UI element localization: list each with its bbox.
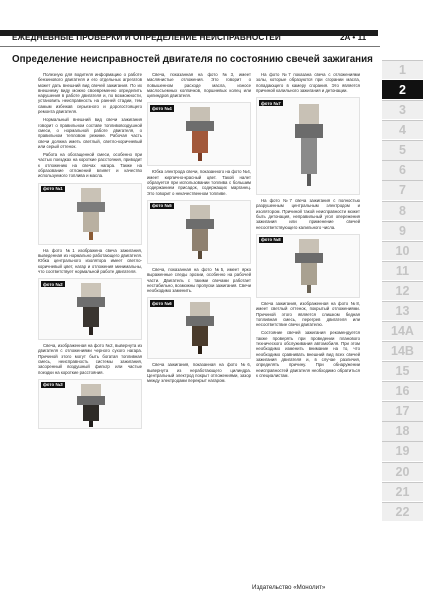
paragraph: Полезную для водителя информацию о работе бензинового двигателя и его отдельных агрегатов может дать внешний вид свечей зажигания. По их внешнему виду можно своевременно определить нарушения в работе двигателя и, по возможности, установить неисправность на ранней стадии, тем самым избежав серьезного и дорогостоящего ремонта двигателя. bbox=[38, 72, 142, 115]
photo-caption: Юбка электрода свечи, показанного на фото №4, имеет кирпично-красный цвет. Такой налет образуется при использовании топлива с большим содержанием присадок, содержащих марганец. Это говорит о некачественном топливе. bbox=[147, 169, 251, 196]
spark-plug-photo-7 bbox=[256, 97, 360, 195]
photo-label: фото №6 bbox=[152, 300, 172, 306]
chapter-tab[interactable]: 9 bbox=[382, 221, 423, 240]
chapter-tab[interactable]: 17 bbox=[382, 401, 423, 420]
publisher-footer: Издательство «Монолит» bbox=[252, 584, 326, 591]
chapter-tab[interactable]: 22 bbox=[382, 502, 423, 521]
photo-caption: Свеча зажигания, показанная на фото №6, вывернута из неработающего цилиндра. Центральный электрод покрыт отложениями, зазор между электродами перекрыт нагаром. bbox=[147, 362, 251, 384]
chapter-tab[interactable]: 7 bbox=[382, 180, 423, 199]
paragraph: Работа на обогащенной смеси, особенно при частых поездках на короткие расстояния, приводит к отложению на свечах нагара. Также на образование отложений влияет и качество используемого топлива и масла. bbox=[38, 152, 142, 179]
spark-plug-image bbox=[148, 298, 252, 358]
spark-plug-photo-1 bbox=[38, 183, 142, 245]
spark-plug-photo-3 bbox=[38, 379, 142, 429]
section-title: Определение неисправностей двигателя по состоянию свечей зажигания bbox=[12, 54, 373, 65]
chapter-tab[interactable]: 4 bbox=[382, 120, 423, 139]
photo-caption: Свеча, показанная на фото №5, имеет ярко выраженные следы эрозии, особенно на рабочей части. Двигатель с такими свечами работает нестабильно, возможны пропуски зажигания. Свечи необходимо заменить. bbox=[147, 266, 251, 294]
text-column-3 bbox=[256, 72, 360, 381]
chapter-tab[interactable]: 12 bbox=[382, 281, 423, 300]
spark-plug-photo-4 bbox=[147, 102, 251, 166]
chapter-tab[interactable]: 14A bbox=[382, 321, 423, 340]
chapter-tabs bbox=[382, 60, 423, 522]
text-column-2 bbox=[147, 72, 251, 387]
photo-label: фото №3 bbox=[43, 382, 63, 388]
chapter-tab[interactable]: 18 bbox=[382, 421, 423, 440]
spark-plug-photo-5 bbox=[147, 200, 251, 264]
photo-label: фото №7 bbox=[261, 100, 281, 106]
paragraph: Нормальный внешний вид свечи зажигания говорит о правильном составе топливовоздушной смеси, о нормальной работе двигателя, о правильном тепловом режиме. Рабочая часть свечи должна иметь светлый, светло-коричневый или серый оттенок. bbox=[38, 117, 142, 149]
chapter-tab[interactable]: 10 bbox=[382, 241, 423, 260]
spark-plug-image bbox=[39, 184, 143, 244]
chapter-tab[interactable]: 6 bbox=[382, 160, 423, 179]
chapter-tab[interactable]: 14B bbox=[382, 341, 423, 360]
chapter-tab[interactable]: 16 bbox=[382, 381, 423, 400]
spark-plug-image bbox=[257, 235, 361, 297]
spark-plug-photo-8 bbox=[256, 234, 360, 298]
page-header bbox=[0, 0, 423, 42]
photo-caption: Свеча зажигания, изображенная на фото №8, имеет светлый оттенок, покрытый отложениями. Причиной этого является слишком бедная топливная смесь, перегрев двигателя или несоответствие свечи двигателю. bbox=[256, 300, 360, 328]
spark-plug-image bbox=[257, 98, 361, 194]
paragraph: На фото №7 показана свеча с отложениями золы, которые образуются при сгорании масла, попадающего в камеру сгорания. Это является причиной калильного зажигания и детонации. bbox=[256, 72, 360, 93]
spark-plug-photo-2 bbox=[38, 278, 142, 340]
chapter-tab[interactable]: 5 bbox=[382, 140, 423, 159]
chapter-tab[interactable]: 21 bbox=[382, 482, 423, 501]
paragraph: Состояние свечей зажигания рекомендуется также проверять при проведении планового технического обслуживания автомобиля. При этом необходимо изменить внимание на то, что необходимо сравнивать внешний вид всех свечей зажигания двигателя и, в случае различия, определять причину. При обнаружении неисправностей двигателя необходимо обратиться к специалистам. bbox=[256, 330, 360, 378]
header-title: ЕЖЕДНЕВНЫЕ ПРОВЕРКИ И ОПРЕДЕЛЕНИЕ НЕИСПРАВНОСТЕЙ bbox=[12, 33, 281, 42]
spark-plug-photo-6 bbox=[147, 297, 251, 359]
paragraph: Свеча, показанная на фото №3, имеет маслянистые отложения. Это говорит о повышенном расходе масла, износе маслосъемных колпачков, поршневых колец или цилиндров двигателя. bbox=[147, 72, 251, 99]
chapter-tab[interactable]: 3 bbox=[382, 100, 423, 119]
chapter-tab[interactable]: 11 bbox=[382, 261, 423, 280]
photo-caption: На фото №7 свеча зажигания с полностью разрушенным центральным электродом и изолятором. Причиной такой неисправности может быть детонация, неправильный угол опережения зажигания или применение свечей несоответствующего калильного числа. bbox=[256, 198, 360, 230]
chapter-tab[interactable]: 20 bbox=[382, 462, 423, 481]
text-column-1 bbox=[38, 72, 142, 432]
page-number: 2A • 11 bbox=[340, 33, 367, 42]
chapter-tab[interactable]: 19 bbox=[382, 441, 423, 460]
photo-label: фото №1 bbox=[43, 186, 63, 192]
chapter-tab[interactable]: 8 bbox=[382, 201, 423, 220]
photo-label: фото №2 bbox=[43, 281, 63, 287]
chapter-tab-active[interactable]: 2 bbox=[382, 80, 423, 99]
chapter-tab[interactable]: 1 bbox=[382, 60, 423, 79]
chapter-tab[interactable]: 13 bbox=[382, 301, 423, 320]
photo-label: фото №8 bbox=[261, 237, 281, 243]
spark-plug-image bbox=[148, 201, 252, 263]
header-divider bbox=[0, 46, 380, 47]
chapter-tab[interactable]: 15 bbox=[382, 361, 423, 380]
photo-label: фото №5 bbox=[152, 203, 172, 209]
photo-caption: Свеча, изображенная на фото №2, вывернута из двигателя с отложениями черного сухого нагара. Причиной этого могут быть богатая топливная смесь, неисправность системы зажигания, засоренный воздушный фильтр или частые поездки на короткие расстояния. bbox=[38, 343, 142, 375]
photo-caption: На фото №1 изображена свеча зажигания, выведенная из нормально работающего двигателя. Юбка центрального изолятора имеет светло-коричневый цвет, нагар и отложения минимальны, что соответствует нормальной работе двигателя. bbox=[38, 247, 142, 274]
spark-plug-image bbox=[39, 279, 143, 339]
spark-plug-image bbox=[148, 103, 252, 165]
photo-label: фото №4 bbox=[152, 105, 172, 111]
